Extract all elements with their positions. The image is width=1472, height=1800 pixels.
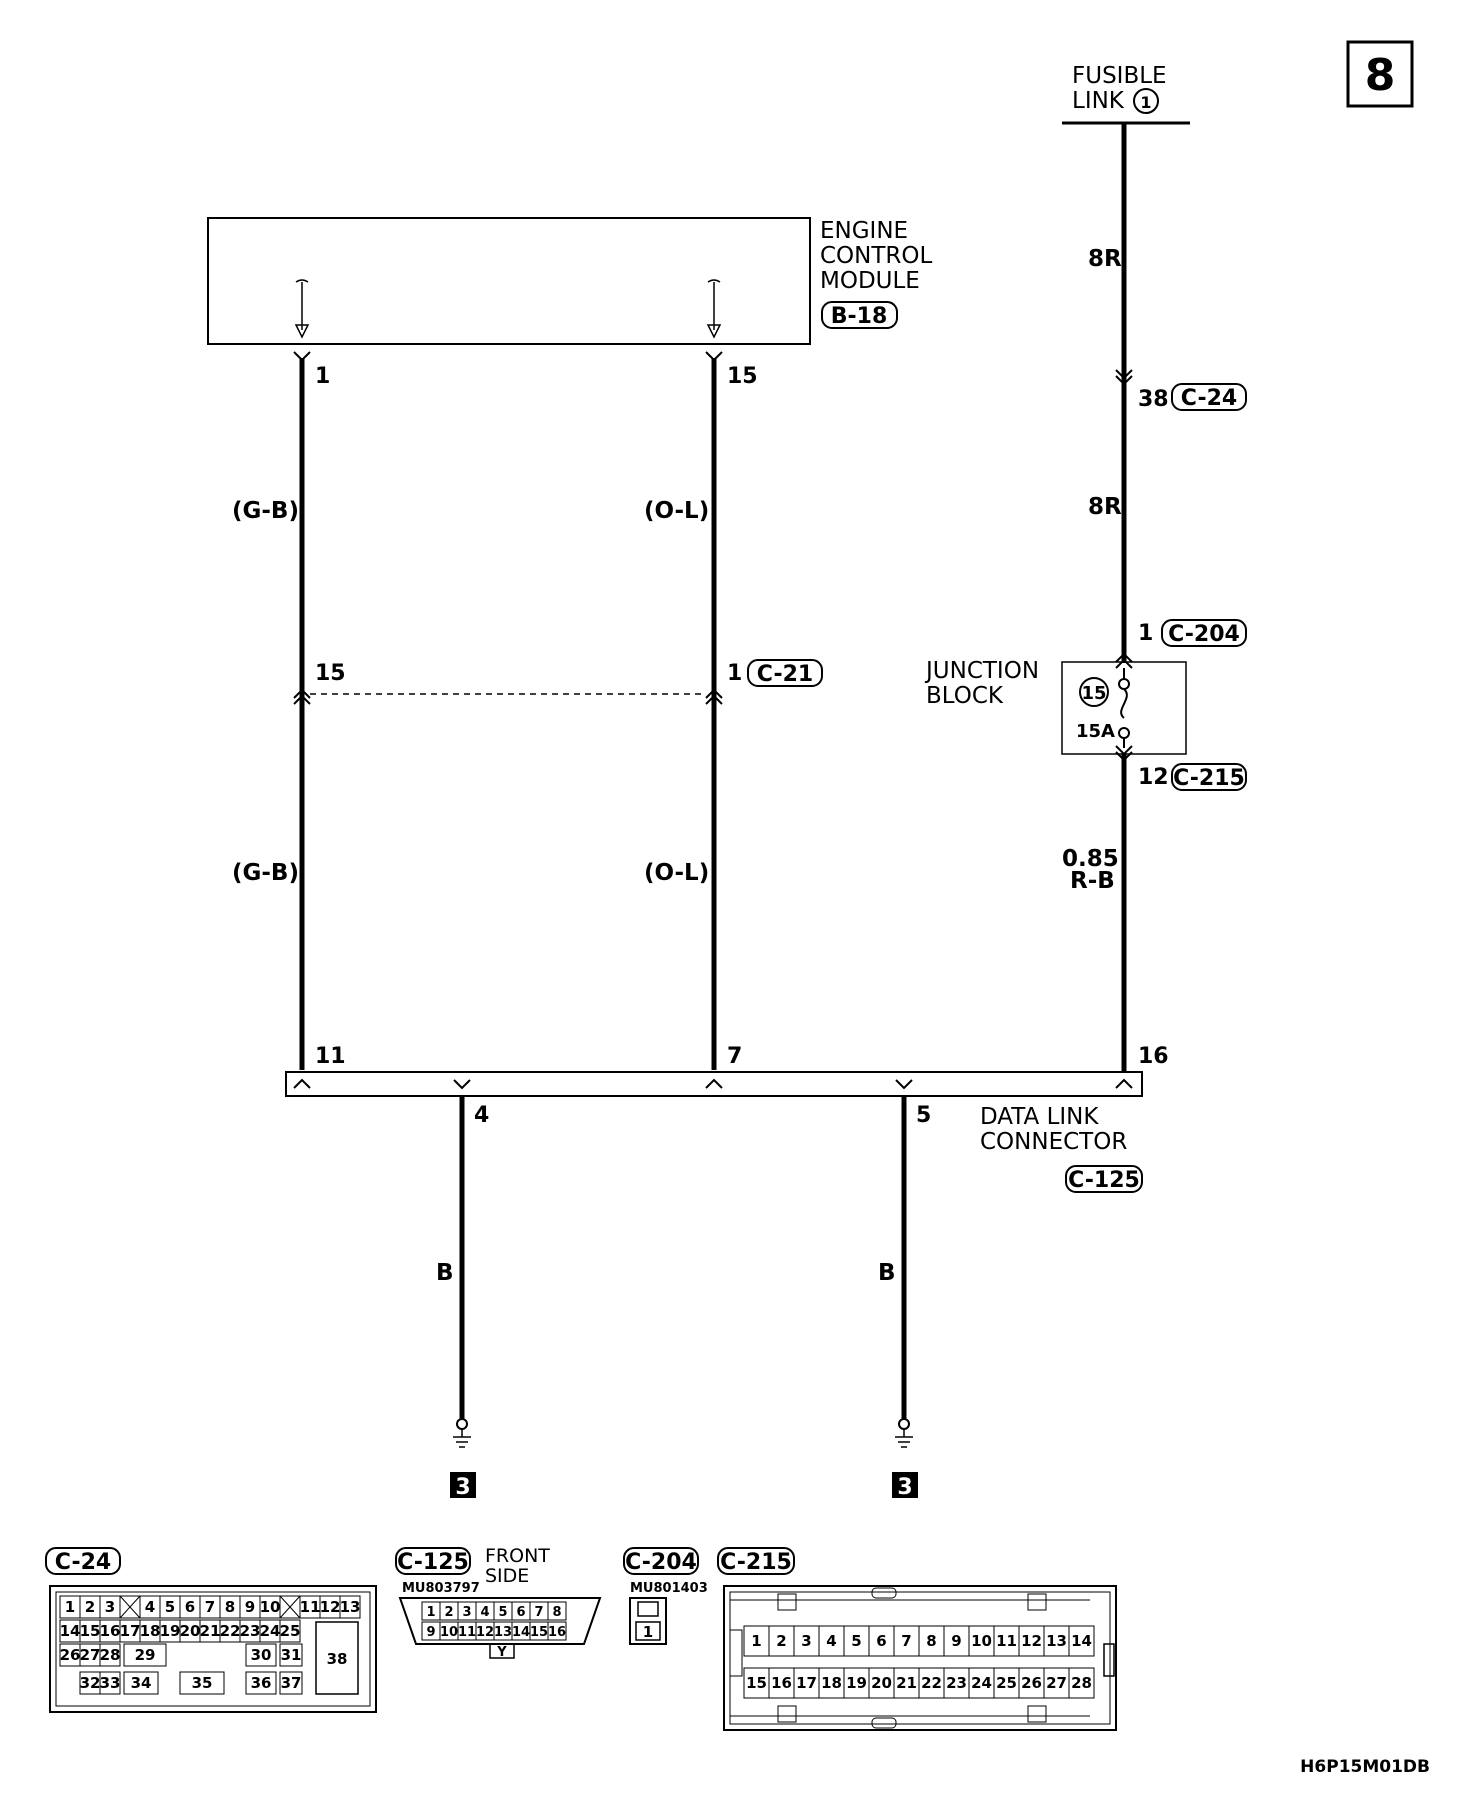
ecm-line3: MODULE: [820, 268, 920, 294]
c215-pin-5: 5: [851, 1632, 862, 1650]
wire-right-mid-size: 8R: [1088, 494, 1122, 520]
c215-pin-9: 9: [951, 1632, 962, 1650]
c215-pin-24: 24: [971, 1674, 992, 1692]
c215-pin-17: 17: [796, 1674, 817, 1692]
c125-pin-16: 16: [547, 1625, 567, 1640]
c24-pin-8: 8: [224, 1598, 236, 1616]
c24-pin-29: 29: [134, 1646, 156, 1664]
c215-pin-4: 4: [826, 1632, 837, 1650]
c24-pin-21: 21: [199, 1622, 221, 1640]
c24-pin-11: 11: [299, 1598, 321, 1616]
c125-pin-5: 5: [498, 1605, 508, 1620]
wire-right-low-color: R-B: [1070, 868, 1115, 894]
c125-pin-3: 3: [462, 1605, 472, 1620]
c215-pin-28: 28: [1071, 1674, 1092, 1692]
c215-pin-26: 26: [1021, 1674, 1042, 1692]
connector-c204: [624, 1548, 708, 1644]
c24-pin-31: 31: [280, 1646, 302, 1664]
c125-pin-15: 15: [529, 1625, 549, 1640]
fusible-link: [1062, 63, 1190, 123]
page-number-box: [1348, 42, 1412, 106]
c125-pin-2: 2: [444, 1605, 454, 1620]
c21-connector-label: C-21: [756, 662, 814, 687]
c215-label: C-215: [720, 1550, 792, 1575]
c215-pin-7: 7: [901, 1632, 912, 1650]
wire-right-low-size: 0.85: [1062, 846, 1119, 872]
c215-pin-13: 13: [1046, 1632, 1067, 1650]
connector-c24: [46, 1548, 376, 1712]
fusible-link-line2: LINK: [1072, 88, 1124, 114]
c24-pin-18: 18: [139, 1622, 161, 1640]
ground-left-color: B: [436, 1260, 454, 1286]
c24-pin-4: 4: [144, 1598, 156, 1616]
junction-block-line1: JUNCTION: [926, 658, 1040, 684]
c125-pin-9: 9: [426, 1625, 436, 1640]
c24-pin-30: 30: [250, 1646, 272, 1664]
engine-control-module: [208, 218, 933, 344]
pin-dlc-5: 5: [916, 1103, 932, 1128]
c204-part: MU801403: [630, 1581, 708, 1596]
c215-pin-2: 2: [776, 1632, 787, 1650]
wire-mid-upper-color: (O-L): [644, 498, 710, 524]
c24-pin-34: 34: [130, 1674, 152, 1692]
wire-right: [1062, 123, 1246, 1080]
pin-dlc-4: 4: [474, 1103, 490, 1128]
c24-pin-25: 25: [279, 1622, 301, 1640]
data-link-connector: [286, 1072, 1142, 1193]
c125-pin-8: 8: [552, 1605, 562, 1620]
c24-pin-3: 3: [104, 1598, 116, 1616]
c215-pin-22: 22: [921, 1674, 942, 1692]
fusible-link-line1: FUSIBLE: [1072, 63, 1167, 89]
fuse-rating: 15A: [1076, 721, 1115, 742]
c215-pin-27: 27: [1046, 1674, 1067, 1692]
ecm-line1: ENGINE: [820, 218, 909, 244]
pin-dlc-16: 16: [1138, 1044, 1169, 1069]
c24-pin-6: 6: [184, 1598, 196, 1616]
fuse-number: 15: [1081, 683, 1107, 704]
c24-pin-24: 24: [259, 1622, 281, 1640]
ecm-connector: B-18: [830, 304, 888, 329]
c24-pin-7: 7: [204, 1598, 216, 1616]
c24-pin-22: 22: [219, 1622, 241, 1640]
c204-pin: 1: [642, 1623, 654, 1641]
wire-left-upper-color: (G-B): [232, 498, 299, 524]
wire-left-lower-color: (G-B): [232, 860, 299, 886]
c24-pin-20: 20: [179, 1622, 201, 1640]
c24-pin-33: 33: [99, 1674, 121, 1692]
c215-pin-14: 14: [1071, 1632, 1092, 1650]
dlc-line2: CONNECTOR: [980, 1129, 1128, 1155]
c125-pin-10: 10: [439, 1625, 459, 1640]
wire-middle: [644, 352, 822, 1070]
c24-pin-28: 28: [99, 1646, 121, 1664]
c125-pin-7: 7: [534, 1605, 544, 1620]
c215-connector-tag: C-215: [1173, 766, 1245, 791]
c215-pin-21: 21: [896, 1674, 917, 1692]
c215-pin-16: 16: [771, 1674, 792, 1692]
c24-pin-16: 16: [99, 1622, 121, 1640]
ground-marker-left: 3: [455, 1475, 471, 1500]
c24-pin-13: 13: [339, 1598, 361, 1616]
pin-c215-12: 12: [1138, 765, 1169, 790]
c24-pin-35: 35: [191, 1674, 213, 1692]
pin-c21-1: 1: [727, 661, 743, 686]
c24-pin-2: 2: [84, 1598, 96, 1616]
fusible-link-number: 1: [1140, 93, 1152, 112]
junction-block: [924, 653, 1186, 760]
c24-connector-tag: C-24: [1180, 386, 1238, 411]
c125-pin-12: 12: [475, 1625, 495, 1640]
pin-ecm-15: 15: [727, 364, 758, 389]
c125-part: MU803797: [402, 1581, 480, 1596]
pin-c204-1: 1: [1138, 621, 1154, 646]
c24-pin-32: 32: [79, 1674, 101, 1692]
ground-left: [436, 1096, 489, 1500]
c204-label: C-204: [625, 1550, 697, 1575]
c24-pin-12: 12: [319, 1598, 341, 1616]
c125-side-line1: FRONT: [485, 1545, 550, 1567]
c125-pin-6: 6: [516, 1605, 526, 1620]
c24-pin-17: 17: [119, 1622, 141, 1640]
c215-pin-8: 8: [926, 1632, 937, 1650]
c125-key: Y: [497, 1645, 507, 1660]
c24-pin-14: 14: [59, 1622, 81, 1640]
connector-c125: [396, 1545, 600, 1660]
c215-pin-18: 18: [821, 1674, 842, 1692]
ecm-line2: CONTROL: [820, 243, 933, 269]
c24-pin-27: 27: [79, 1646, 101, 1664]
c215-pin-3: 3: [801, 1632, 812, 1650]
c24-pin-15: 15: [79, 1622, 101, 1640]
ground-marker-right: 3: [897, 1475, 913, 1500]
c215-pin-10: 10: [971, 1632, 992, 1650]
ground-right-color: B: [878, 1260, 896, 1286]
dlc-connector-label: C-125: [1068, 1168, 1140, 1193]
c215-pin-11: 11: [996, 1632, 1017, 1650]
c125-pin-14: 14: [511, 1625, 531, 1640]
pin-c24-38: 38: [1138, 387, 1169, 412]
c24-pin-37: 37: [280, 1674, 302, 1692]
c215-pin-25: 25: [996, 1674, 1017, 1692]
c125-pin-13: 13: [493, 1625, 513, 1640]
c24-pin-38: 38: [326, 1650, 348, 1668]
diagram-code: H6P15M01DB: [1300, 1757, 1430, 1777]
c125-pin-1: 1: [426, 1605, 436, 1620]
dlc-line1: DATA LINK: [980, 1104, 1099, 1130]
junction-block-line2: BLOCK: [926, 683, 1004, 709]
c215-pin-6: 6: [876, 1632, 887, 1650]
c24-pin-9: 9: [244, 1598, 256, 1616]
c24-label: C-24: [54, 1550, 112, 1575]
connector-c215: [718, 1548, 1116, 1730]
c24-blank-position: [120, 1596, 140, 1618]
c215-pin-20: 20: [871, 1674, 892, 1692]
c125-side-line2: SIDE: [485, 1565, 530, 1587]
ground-right: [878, 1096, 931, 1500]
c215-pin-23: 23: [946, 1674, 967, 1692]
c215-pin-1: 1: [751, 1632, 762, 1650]
c24-pin-36: 36: [250, 1674, 272, 1692]
c24-pin-5: 5: [164, 1598, 176, 1616]
c24-pin-1: 1: [64, 1598, 76, 1616]
wire-left: [232, 352, 346, 1070]
c215-pin-15: 15: [746, 1674, 767, 1692]
c24-pin-19: 19: [159, 1622, 181, 1640]
c125-pin-11: 11: [457, 1625, 477, 1640]
c24-pin-10: 10: [259, 1598, 281, 1616]
pin-dlc-11: 11: [315, 1044, 346, 1069]
c215-pin-12: 12: [1021, 1632, 1042, 1650]
c125-pin-4: 4: [480, 1605, 490, 1620]
pin-dlc-7: 7: [727, 1044, 743, 1069]
wire-mid-lower-color: (O-L): [644, 860, 710, 886]
c24-pin-23: 23: [239, 1622, 261, 1640]
c24-blank-position: [280, 1596, 300, 1618]
c215-pin-19: 19: [846, 1674, 867, 1692]
page-number: 8: [1364, 50, 1396, 101]
c125-label: C-125: [397, 1550, 469, 1575]
pin-ecm-1: 1: [315, 364, 331, 389]
c204-connector-tag: C-204: [1168, 622, 1240, 647]
wire-right-top-size: 8R: [1088, 246, 1122, 272]
pin-c21-15: 15: [315, 661, 346, 686]
c24-pin-26: 26: [59, 1646, 81, 1664]
